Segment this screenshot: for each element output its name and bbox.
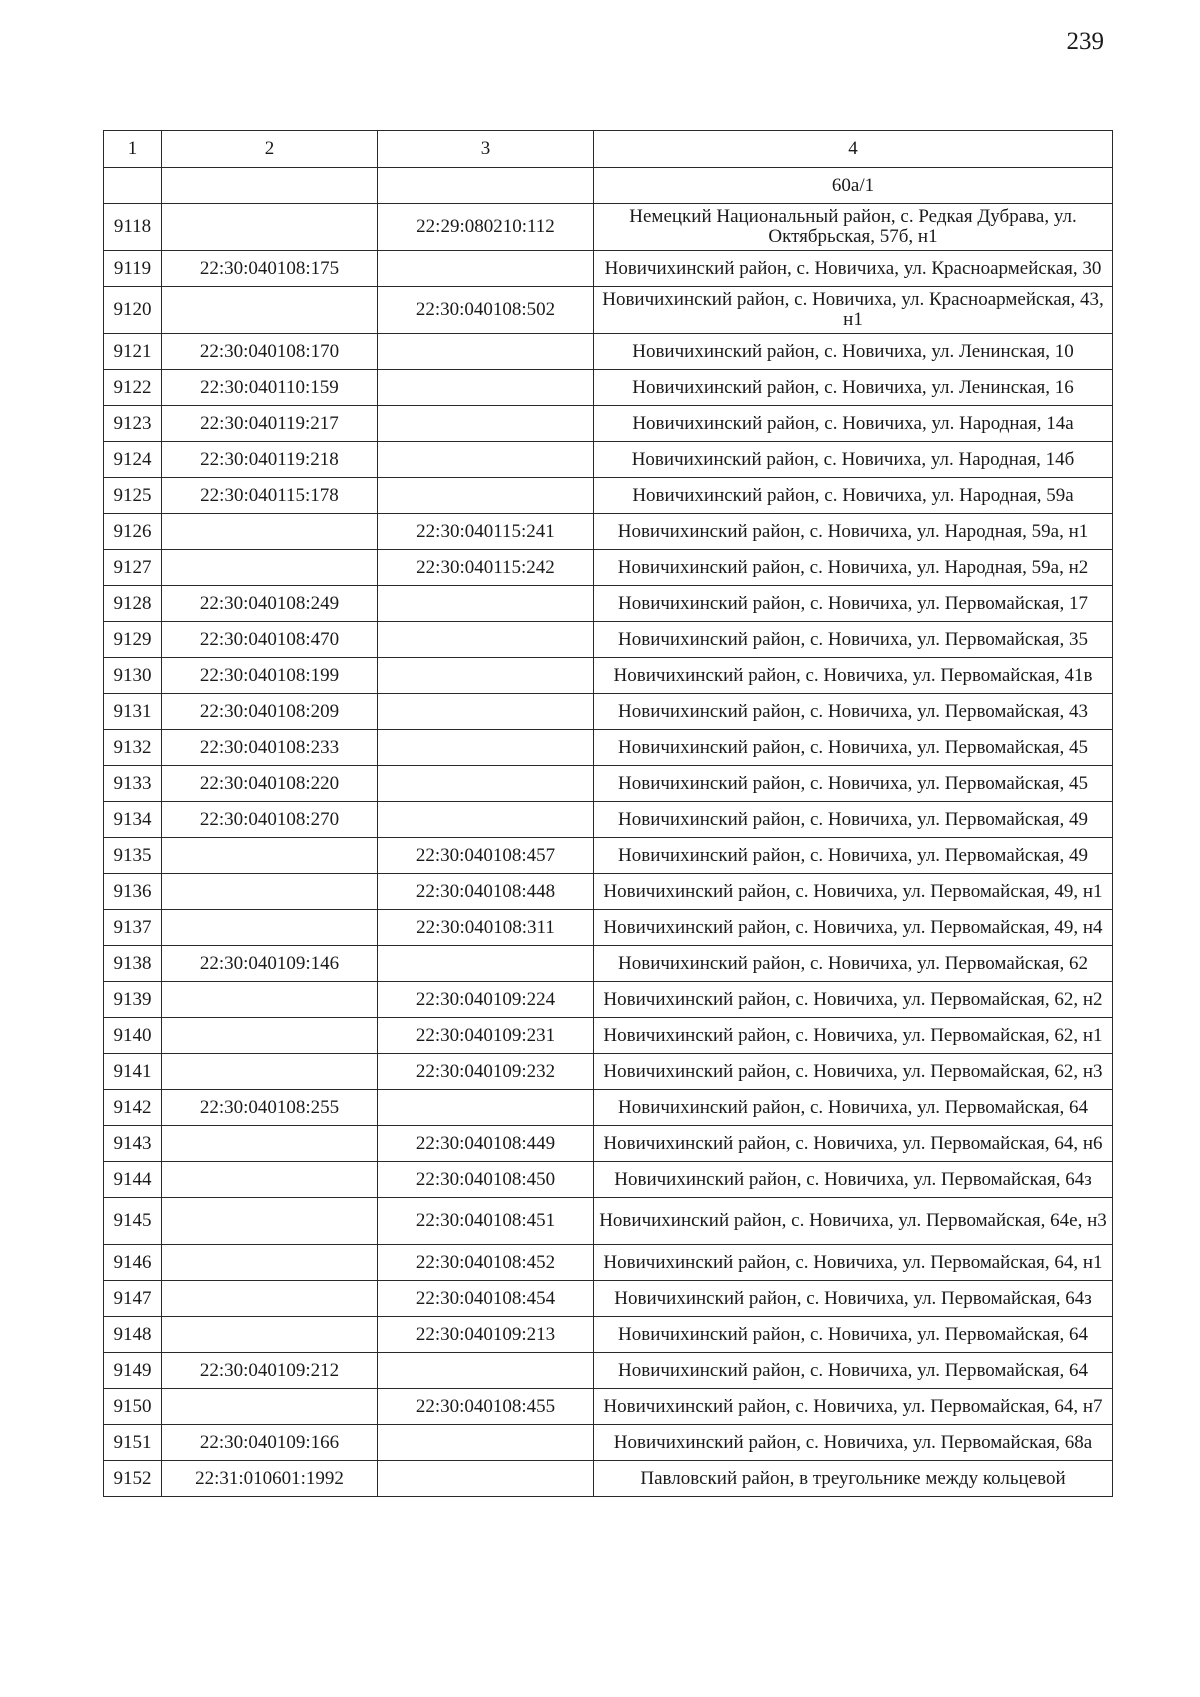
table-row — [104, 1353, 1113, 1389]
cadastral-number-cell — [378, 1425, 594, 1461]
cadastral-number-cell — [378, 622, 594, 658]
cadastral-number-cell — [378, 946, 594, 982]
cadastral-number-cell: 22:30:040109:212 — [162, 1353, 378, 1389]
cadastral-number-cell — [162, 1389, 378, 1425]
cadastral-number-cell — [378, 442, 594, 478]
table-row — [104, 1126, 1113, 1162]
row-number-cell: 9124 — [104, 442, 162, 478]
cadastral-number-cell — [378, 766, 594, 802]
cadastral-number-cell — [162, 204, 378, 251]
row-number-cell: 9146 — [104, 1245, 162, 1281]
address-cell: Новичихинский район, с. Новичиха, ул. Первомайская, 64з — [594, 1162, 1113, 1198]
table-row — [104, 622, 1113, 658]
cadastral-number-cell: 22:30:040108:455 — [378, 1389, 594, 1425]
address-cell: Новичихинский район, с. Новичиха, ул. Первомайская, 64, н1 — [594, 1245, 1113, 1281]
cadastral-number-cell: 22:30:040108:448 — [378, 874, 594, 910]
cadastral-number-cell — [162, 1126, 378, 1162]
address-cell: Новичихинский район, с. Новичиха, ул. Ленинская, 10 — [594, 334, 1113, 370]
cadastral-number-cell — [162, 1245, 378, 1281]
address-cell: Новичихинский район, с. Новичиха, ул. Первомайская, 35 — [594, 622, 1113, 658]
cadastral-number-cell — [162, 287, 378, 334]
cadastral-number-cell — [162, 1317, 378, 1353]
table-row — [104, 694, 1113, 730]
table-row — [104, 204, 1113, 251]
cadastral-number-cell: 22:30:040108:452 — [378, 1245, 594, 1281]
cadastral-number-cell: 22:30:040115:241 — [378, 514, 594, 550]
table-row — [104, 982, 1113, 1018]
address-cell: Новичихинский район, с. Новичиха, ул. Народная, 14а — [594, 406, 1113, 442]
table-row — [104, 838, 1113, 874]
row-number-cell: 9127 — [104, 550, 162, 586]
cadastral-number-cell: 22:30:040108:270 — [162, 802, 378, 838]
table-row — [104, 1281, 1113, 1317]
address-cell: Новичихинский район, с. Новичиха, ул. Народная, 59а, н2 — [594, 550, 1113, 586]
table-row — [104, 910, 1113, 946]
cadastral-number-cell: 22:30:040108:233 — [162, 730, 378, 766]
table-row — [104, 168, 1113, 204]
table-row — [104, 1245, 1113, 1281]
address-cell: Новичихинский район, с. Новичиха, ул. Первомайская, 49 — [594, 802, 1113, 838]
table-row — [104, 251, 1113, 287]
cadastral-number-cell — [162, 838, 378, 874]
table-row — [104, 1090, 1113, 1126]
cadastral-number-cell: 22:30:040108:449 — [378, 1126, 594, 1162]
address-cell: Новичихинский район, с. Новичиха, ул. Первомайская, 45 — [594, 730, 1113, 766]
cadastral-number-cell: 22:30:040108:199 — [162, 658, 378, 694]
row-number-cell: 9121 — [104, 334, 162, 370]
row-number-cell: 9118 — [104, 204, 162, 251]
table-row — [104, 802, 1113, 838]
cadastral-number-cell: 22:30:040109:231 — [378, 1018, 594, 1054]
row-number-cell: 9143 — [104, 1126, 162, 1162]
table-row — [104, 514, 1113, 550]
table-header-row — [104, 131, 1113, 168]
row-number-cell: 9138 — [104, 946, 162, 982]
address-cell: Новичихинский район, с. Новичиха, ул. Первомайская, 62 — [594, 946, 1113, 982]
cadastral-number-cell: 22:30:040108:175 — [162, 251, 378, 287]
cadastral-number-cell — [378, 370, 594, 406]
row-number-cell: 9129 — [104, 622, 162, 658]
row-number-cell: 9136 — [104, 874, 162, 910]
cadastral-number-cell: 22:30:040108:502 — [378, 287, 594, 334]
address-cell: Новичихинский район, с. Новичиха, ул. Первомайская, 64, н7 — [594, 1389, 1113, 1425]
table-row — [104, 1317, 1113, 1353]
register-table — [103, 130, 1113, 1497]
row-number-cell: 9123 — [104, 406, 162, 442]
table-row — [104, 766, 1113, 802]
row-number-cell: 9132 — [104, 730, 162, 766]
cadastral-number-cell: 22:30:040119:217 — [162, 406, 378, 442]
address-cell: Новичихинский район, с. Новичиха, ул. Народная, 14б — [594, 442, 1113, 478]
cadastral-number-cell — [378, 1090, 594, 1126]
cadastral-number-cell: 22:31:010601:1992 — [162, 1461, 378, 1497]
address-cell: Новичихинский район, с. Новичиха, ул. Первомайская, 62, н2 — [594, 982, 1113, 1018]
row-number-cell: 9122 — [104, 370, 162, 406]
cadastral-number-cell — [378, 658, 594, 694]
address-cell: Новичихинский район, с. Новичиха, ул. Ленинская, 16 — [594, 370, 1113, 406]
row-number-cell: 9145 — [104, 1198, 162, 1245]
cadastral-number-cell: 22:30:040108:457 — [378, 838, 594, 874]
cadastral-number-cell — [378, 1353, 594, 1389]
row-number-cell: 9137 — [104, 910, 162, 946]
table-row — [104, 370, 1113, 406]
cadastral-number-cell — [378, 586, 594, 622]
address-cell: Новичихинский район, с. Новичиха, ул. Первомайская, 64з — [594, 1281, 1113, 1317]
address-cell: Новичихинский район, с. Новичиха, ул. Первомайская, 62, н3 — [594, 1054, 1113, 1090]
row-number-cell: 9140 — [104, 1018, 162, 1054]
address-cell: Новичихинский район, с. Новичиха, ул. Первомайская, 64 — [594, 1090, 1113, 1126]
row-number-cell: 9152 — [104, 1461, 162, 1497]
address-cell: Новичихинский район, с. Новичиха, ул. Первомайская, 17 — [594, 586, 1113, 622]
row-number-cell: 9126 — [104, 514, 162, 550]
cadastral-number-cell — [378, 730, 594, 766]
table-row — [104, 1461, 1113, 1497]
row-number-cell: 9142 — [104, 1090, 162, 1126]
cadastral-number-cell — [378, 478, 594, 514]
table-row — [104, 1162, 1113, 1198]
address-cell: Павловский район, в треугольнике между кольцевой — [594, 1461, 1113, 1497]
table-row — [104, 478, 1113, 514]
row-number-cell: 9148 — [104, 1317, 162, 1353]
table-row — [104, 586, 1113, 622]
column-header: 1 — [104, 131, 162, 168]
address-cell: Новичихинский район, с. Новичиха, ул. Первомайская, 64 — [594, 1317, 1113, 1353]
cadastral-number-cell: 22:30:040109:224 — [378, 982, 594, 1018]
table-row — [104, 442, 1113, 478]
cadastral-number-cell: 22:30:040115:178 — [162, 478, 378, 514]
table-row — [104, 406, 1113, 442]
cadastral-number-cell — [162, 168, 378, 204]
table-row — [104, 730, 1113, 766]
address-cell: Новичихинский район, с. Новичиха, ул. Первомайская, 64, н6 — [594, 1126, 1113, 1162]
cadastral-number-cell: 22:30:040108:255 — [162, 1090, 378, 1126]
cadastral-number-cell — [378, 406, 594, 442]
cadastral-number-cell: 22:30:040108:249 — [162, 586, 378, 622]
cadastral-number-cell: 22:30:040109:146 — [162, 946, 378, 982]
cadastral-number-cell: 22:30:040108:220 — [162, 766, 378, 802]
cadastral-number-cell — [162, 910, 378, 946]
address-cell: Новичихинский район, с. Новичиха, ул. Народная, 59а, н1 — [594, 514, 1113, 550]
row-number-cell — [104, 168, 162, 204]
row-number-cell: 9120 — [104, 287, 162, 334]
address-cell: Новичихинский район, с. Новичиха, ул. Первомайская, 45 — [594, 766, 1113, 802]
address-cell: Новичихинский район, с. Новичиха, ул. Первомайская, 64 — [594, 1353, 1113, 1389]
table-row — [104, 874, 1113, 910]
cadastral-number-cell — [162, 1281, 378, 1317]
column-header: 4 — [594, 131, 1113, 168]
row-number-cell: 9151 — [104, 1425, 162, 1461]
cadastral-number-cell: 22:30:040119:218 — [162, 442, 378, 478]
cadastral-number-cell — [378, 1461, 594, 1497]
row-number-cell: 9131 — [104, 694, 162, 730]
address-cell: 60а/1 — [594, 168, 1113, 204]
table-row — [104, 1054, 1113, 1090]
address-cell: Немецкий Национальный район, с. Редкая Дубрава, ул. Октябрьская, 57б, н1 — [594, 204, 1113, 251]
cadastral-number-cell — [162, 982, 378, 1018]
cadastral-number-cell — [378, 251, 594, 287]
table-row — [104, 946, 1113, 982]
cadastral-number-cell — [378, 334, 594, 370]
cadastral-number-cell: 22:30:040108:451 — [378, 1198, 594, 1245]
cadastral-number-cell — [162, 1018, 378, 1054]
row-number-cell: 9141 — [104, 1054, 162, 1090]
address-cell: Новичихинский район, с. Новичиха, ул. Первомайская, 68а — [594, 1425, 1113, 1461]
cadastral-number-cell: 22:29:080210:112 — [378, 204, 594, 251]
row-number-cell: 9135 — [104, 838, 162, 874]
cadastral-number-cell — [162, 1198, 378, 1245]
row-number-cell: 9130 — [104, 658, 162, 694]
cadastral-number-cell: 22:30:040108:450 — [378, 1162, 594, 1198]
row-number-cell: 9144 — [104, 1162, 162, 1198]
address-cell: Новичихинский район, с. Новичиха, ул. Первомайская, 41в — [594, 658, 1113, 694]
address-cell: Новичихинский район, с. Новичиха, ул. Первомайская, 64е, н3 — [594, 1198, 1113, 1245]
cadastral-number-cell — [162, 550, 378, 586]
address-cell: Новичихинский район, с. Новичиха, ул. Первомайская, 62, н1 — [594, 1018, 1113, 1054]
cadastral-number-cell — [162, 874, 378, 910]
cadastral-number-cell: 22:30:040109:232 — [378, 1054, 594, 1090]
row-number-cell: 9150 — [104, 1389, 162, 1425]
address-cell: Новичихинский район, с. Новичиха, ул. Красноармейская, 43, н1 — [594, 287, 1113, 334]
cadastral-number-cell: 22:30:040108:454 — [378, 1281, 594, 1317]
cadastral-number-cell — [162, 1162, 378, 1198]
address-cell: Новичихинский район, с. Новичиха, ул. Первомайская, 49, н1 — [594, 874, 1113, 910]
row-number-cell: 9133 — [104, 766, 162, 802]
column-header: 3 — [378, 131, 594, 168]
row-number-cell: 9134 — [104, 802, 162, 838]
cadastral-number-cell: 22:30:040110:159 — [162, 370, 378, 406]
cadastral-number-cell — [162, 1054, 378, 1090]
table-row — [104, 1198, 1113, 1245]
table-row — [104, 1425, 1113, 1461]
cadastral-number-cell — [378, 802, 594, 838]
table-row — [104, 1389, 1113, 1425]
cadastral-number-cell: 22:30:040108:311 — [378, 910, 594, 946]
row-number-cell: 9128 — [104, 586, 162, 622]
row-number-cell: 9125 — [104, 478, 162, 514]
cadastral-number-cell: 22:30:040115:242 — [378, 550, 594, 586]
cadastral-number-cell — [162, 514, 378, 550]
address-cell: Новичихинский район, с. Новичиха, ул. Первомайская, 43 — [594, 694, 1113, 730]
cadastral-number-cell: 22:30:040108:209 — [162, 694, 378, 730]
row-number-cell: 9147 — [104, 1281, 162, 1317]
address-cell: Новичихинский район, с. Новичиха, ул. Народная, 59а — [594, 478, 1113, 514]
cadastral-number-cell: 22:30:040109:213 — [378, 1317, 594, 1353]
address-cell: Новичихинский район, с. Новичиха, ул. Первомайская, 49 — [594, 838, 1113, 874]
cadastral-number-cell: 22:30:040109:166 — [162, 1425, 378, 1461]
table-row — [104, 287, 1113, 334]
cadastral-number-cell — [378, 694, 594, 730]
row-number-cell: 9119 — [104, 251, 162, 287]
table-row — [104, 1018, 1113, 1054]
cadastral-number-cell: 22:30:040108:470 — [162, 622, 378, 658]
table-row — [104, 550, 1113, 586]
row-number-cell: 9139 — [104, 982, 162, 1018]
page-number: 239 — [1066, 28, 1104, 55]
cadastral-number-cell — [378, 168, 594, 204]
address-cell: Новичихинский район, с. Новичиха, ул. Красноармейская, 30 — [594, 251, 1113, 287]
row-number-cell: 9149 — [104, 1353, 162, 1389]
cadastral-number-cell: 22:30:040108:170 — [162, 334, 378, 370]
address-cell: Новичихинский район, с. Новичиха, ул. Первомайская, 49, н4 — [594, 910, 1113, 946]
column-header: 2 — [162, 131, 378, 168]
table-row — [104, 658, 1113, 694]
table-row — [104, 334, 1113, 370]
